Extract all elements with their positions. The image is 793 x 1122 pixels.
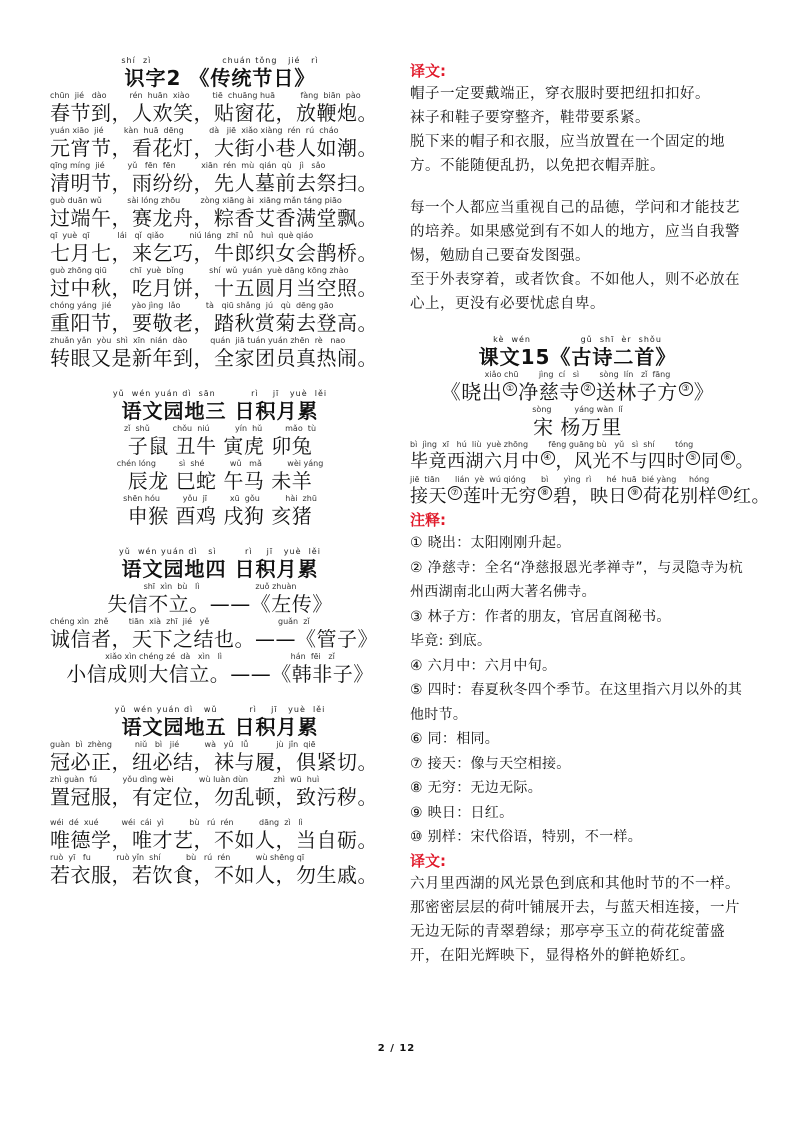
verse-line: zhì guàn fú yǒu dìng wèi wù luàn dùn zhì wū huì 置冠服，有定位，勿乱顿，致污秽。 bbox=[50, 775, 378, 809]
note-item: ① 晓出：太阳刚刚升起。 bbox=[410, 535, 571, 551]
note-item: ⑦ 接天：像与天空相接。 bbox=[410, 755, 571, 772]
section-title-yuanding-3 bbox=[50, 388, 390, 423]
note-item: ③ 林子方：作者的朋友，官居直阁秘书。 bbox=[410, 608, 671, 625]
poem-line: jiē tiān lián yè wú qióng bì yìng rì hé huā bié yàng hóng 接天 ⑦ 莲叶无穷 ⑧ 碧，映日 ⑨ 荷花别样 ⑩ 红。 bbox=[410, 475, 770, 507]
title-pinyin: shí zì chuán tǒng jié rì bbox=[121, 56, 319, 65]
section-title-yuanding-4 bbox=[50, 546, 390, 581]
translation-paragraph: 至于外表穿着，或者饮食。不如他人，则不必放在心上，更没有必要忧虑自卑。 bbox=[410, 272, 740, 312]
translation-paragraph: 袜子和鞋子要穿整齐，鞋带要系紧。 bbox=[410, 110, 650, 126]
note-marker: ③ bbox=[679, 382, 693, 396]
section-title-shizi bbox=[50, 55, 390, 90]
note-marker: ⑦ bbox=[448, 486, 462, 500]
verse-line: guàn bì zhèng niǔ bì jié wà yǔ lǚ jù jǐn qiē 冠必正，纽必结，袜与履，俱紧切。 bbox=[50, 740, 378, 774]
note-item: ⑨ 映日：日红。 bbox=[410, 804, 514, 821]
verse-line: guò duān wǔ sài lóng zhōu zòng xiāng ài xiāng mǎn táng piāo 过端午，赛龙舟，粽香艾香满堂飘。 bbox=[50, 196, 378, 230]
verse-line: guò zhōng qiū chī yuè bǐng shí wǔ yuán yuè dāng kōng zhào 过中秋，吃月饼，十五圆月当空照。 bbox=[50, 266, 378, 300]
title-text: 语文园地四 日积月累 bbox=[121, 557, 319, 581]
note-item: 毕竟: 到底。 bbox=[410, 633, 492, 649]
verse-line: zhuǎn yǎn yòu shì xīn nián dào quán jiā tuán yuán zhēn rè nao 转眼又是新年到，全家团员真热闹。 bbox=[50, 336, 378, 370]
note-marker: ⑧ bbox=[538, 486, 552, 500]
poem-title: xiǎo chū jìng cí sì sòng lín zǐ fāng 《晓出 ① 净慈寺 ② 送林子方 ③ 》 bbox=[440, 370, 715, 404]
note-marker: ① bbox=[503, 382, 517, 396]
verse-line: qī yuè qī lái qǐ qiǎo niú láng zhī nǚ huì què qiáo 七月七，来乞巧，牛郎织女会鹊桥。 bbox=[50, 231, 378, 265]
zodiac-line: chén lóng sì shé wǔ mǎ wèi yáng 辰龙 巳蛇 午马 未羊 bbox=[116, 459, 324, 493]
note-marker: ② bbox=[581, 382, 595, 396]
note-item: ⑧ 无穷：无边无际。 bbox=[410, 780, 543, 796]
title-text: 课文15《古诗二首》 bbox=[478, 345, 677, 369]
lesson-title bbox=[410, 334, 745, 369]
zodiac-line: shēn hóu yǒu jī xū gǒu hài zhū 申猴 酉鸡 戌狗 亥猪 bbox=[123, 494, 317, 528]
title-pinyin: yǔ wén yuán dì sì rì jī yuè lěi bbox=[119, 547, 321, 556]
note-marker: ⑥ bbox=[721, 451, 735, 465]
translation-label: 译文: bbox=[410, 62, 446, 80]
title-text: 识字2 《传统节日》 bbox=[124, 66, 316, 90]
note-item: ⑥ 同：相同。 bbox=[410, 731, 500, 747]
proverb-line: xiǎo xìn chéng zé dà xìn lì hán fēi zǐ 小信成则大信立。——《韩非子》 bbox=[66, 652, 374, 686]
note-marker: ⑨ bbox=[628, 486, 642, 500]
note-marker: ⑤ bbox=[686, 451, 700, 465]
verse-line: yuán xiāo jié kàn huā dēng dà jiē xiǎo xiàng rén rú cháo 元宵节，看花灯，大街小巷人如潮。 bbox=[50, 126, 378, 160]
section-title-yuanding-5 bbox=[50, 704, 390, 739]
left-column bbox=[50, 55, 390, 887]
verse-line: wéi dé xué wéi cái yì bù rú rén dāng zì lì 唯德学，唯才艺，不如人，当自砺。 bbox=[50, 818, 378, 852]
right-column bbox=[410, 60, 770, 968]
notes-label: 注释: bbox=[410, 511, 446, 529]
zodiac-line: zǐ shǔ chǒu niú yín hǔ mǎo tù 子鼠 丑牛 寅虎 卯兔 bbox=[123, 424, 317, 458]
proverb-line: chéng xìn zhě tiān xià zhī jié yě guǎn zǐ 诚信者，天下之结也。——《管子》 bbox=[50, 617, 378, 651]
title-text: 语文园地五 日积月累 bbox=[121, 715, 319, 739]
translation-paragraph: 脱下来的帽子和衣服，应当放置在一个固定的地方。不能随便乱扔，以免把衣帽弄脏。 bbox=[410, 134, 725, 174]
note-marker: ④ bbox=[541, 451, 555, 465]
translation-paragraph: 六月里西湖的风光景色到底和其他时节的不一样。 bbox=[410, 875, 740, 892]
verse-line: ruò yī fu ruò yǐn shí bù rú rén wù shēng qī 若衣服，若饮食，不如人，勿生戚。 bbox=[50, 853, 378, 887]
verse-line: chóng yáng jié yào jìng lǎo tà qiū shǎng jú qù dēng gāo 重阳节，要敬老，踏秋赏菊去登高。 bbox=[50, 301, 378, 335]
title-pinyin: yǔ wén yuán dì wǔ rì jī yuè lěi bbox=[114, 705, 326, 714]
poem-author: sòng yáng wàn lǐ 宋 杨万里 bbox=[532, 405, 623, 439]
translation-paragraph: 那密密层层的荷叶铺展开去，与蓝天相连接，一片无边无际的青翠碧绿；那亭亭玉立的荷花绽蕾盛开，在阳光辉映下，显得格外的鲜艳娇红。 bbox=[410, 899, 740, 964]
note-marker: ⑩ bbox=[718, 486, 732, 500]
translation-label: 译文: bbox=[410, 851, 446, 870]
note-item: ⑤ 四时：春夏秋冬四个季节。在这里指六月以外的其他时节。 bbox=[410, 682, 743, 723]
proverb-line: shī xìn bù lì zuǒ zhuàn 失信不立。——《左传》 bbox=[107, 582, 333, 616]
translation-paragraph: 帽子一定要戴端正，穿衣服时要把纽扣扣好。 bbox=[410, 86, 710, 102]
title-pinyin: yǔ wén yuán dì sān rì jī yuè lěi bbox=[112, 389, 328, 398]
page-number: 2 / 12 bbox=[377, 1043, 416, 1054]
poem-line: bì jìng xī hú liù yuè zhōng fēng guāng bù yǔ sì shí tóng 毕竟西湖六月中 ④ ，风光不与四时 ⑤ 同 ⑥ 。 bbox=[410, 440, 754, 472]
title-text: 语文园地三 日积月累 bbox=[121, 399, 319, 423]
title-pinyin: kè wén gǔ shī èr shǒu bbox=[493, 335, 662, 344]
note-item: ④ 六月中：六月中旬。 bbox=[410, 657, 557, 674]
verse-line: qīng míng jié yǔ fēn fēn xiān rén mù qián qù jì sǎo 清明节，雨纷纷，先人墓前去祭扫。 bbox=[50, 161, 378, 195]
note-item: ② 净慈寺：全名“净慈报恩光孝禅寺”，与灵隐寺为杭州西湖南北山两大著名佛寺。 bbox=[410, 559, 744, 600]
translation-paragraph: 每一个人都应当重视自己的品德，学问和才能技艺的培养。如果感觉到有不如人的地方，应当自我警惕，勉励自己要奋发图强。 bbox=[410, 200, 740, 264]
note-item: ⑩ 别样：宋代俗语，特别，不一样。 bbox=[410, 829, 643, 845]
verse-line: chūn jié dào rén huān xiào tiē chuāng huā fàng biān pào 春节到，人欢笑，贴窗花，放鞭炮。 bbox=[50, 91, 378, 125]
